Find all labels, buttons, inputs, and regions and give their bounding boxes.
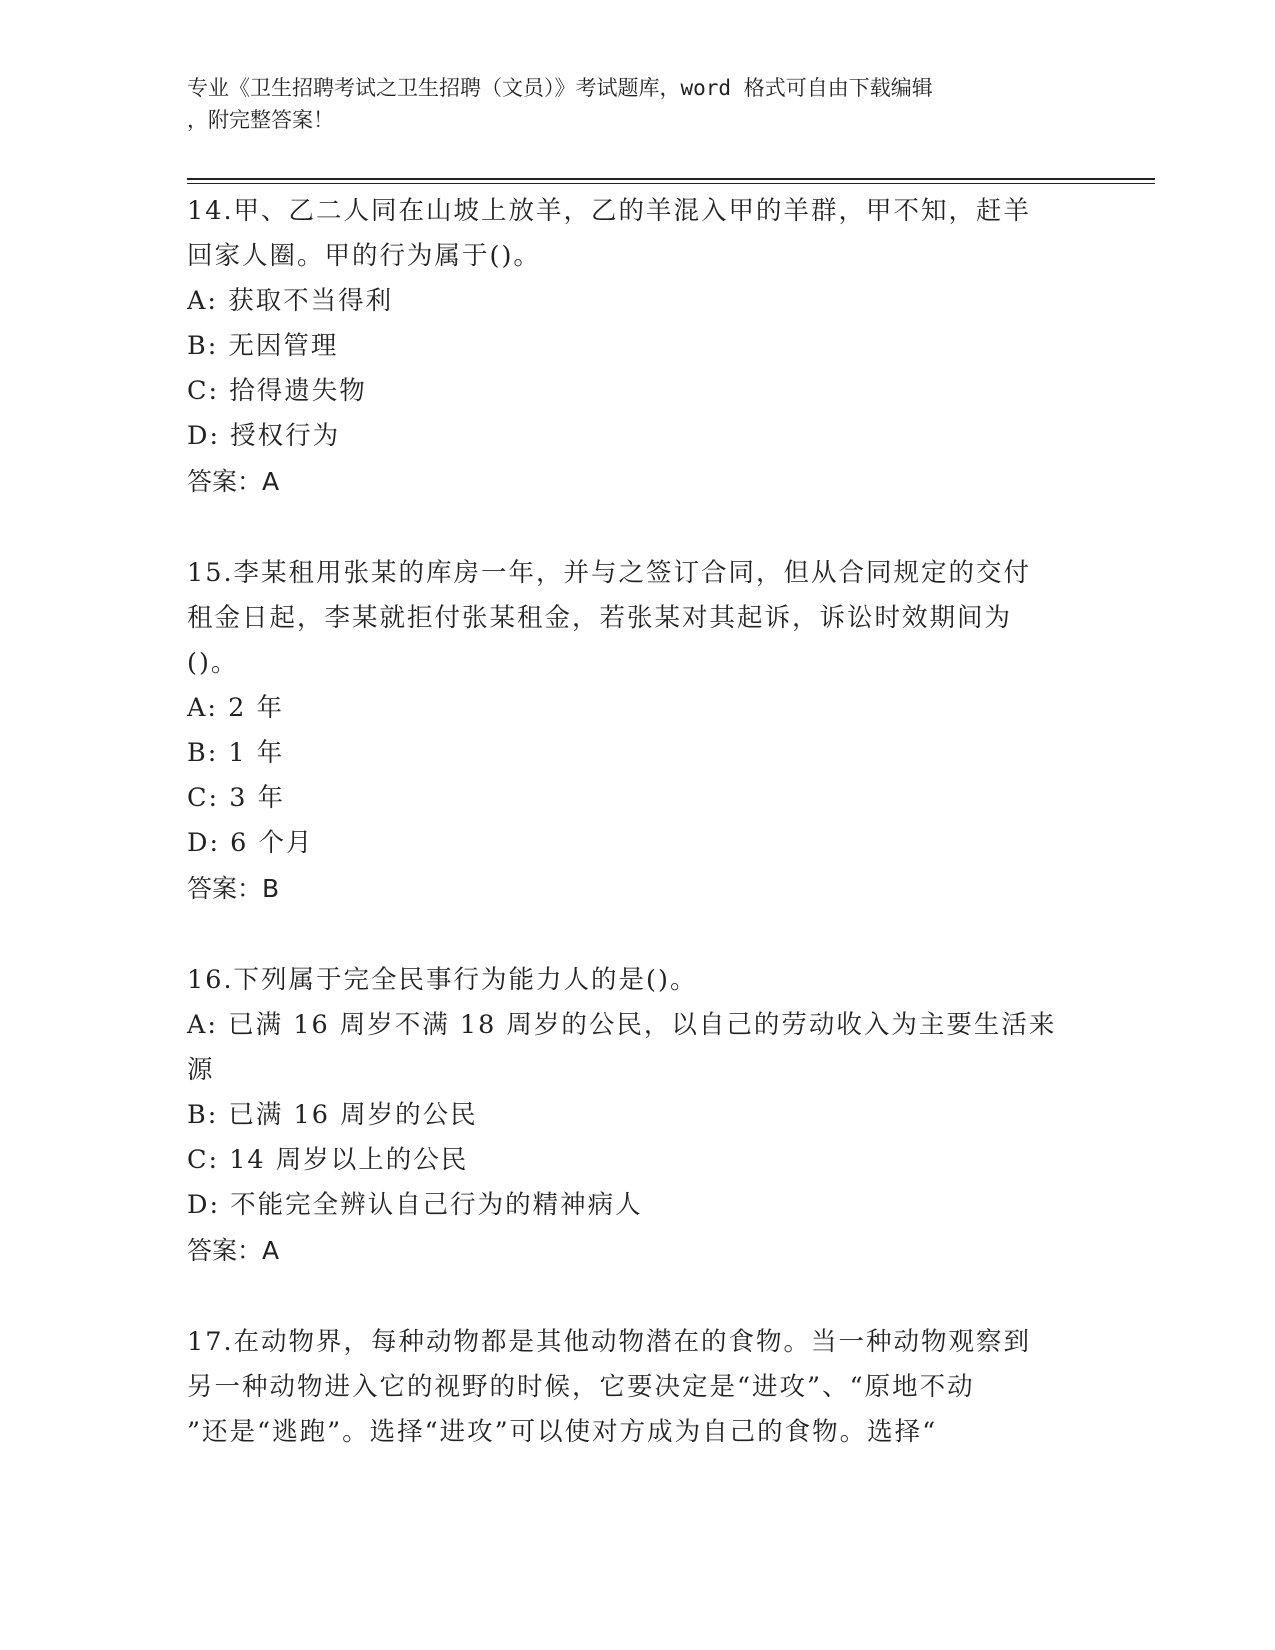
option-b: B: 1 年 [187, 738, 285, 768]
question-stem-line: 另一种动物进入它的视野的时候，它要决定是“进攻”、“原地不动 [187, 1372, 975, 1402]
option-a: A: 已满 16 周岁不满 18 周岁的公民，以自己的劳动收入为主要生活来 [187, 1010, 1057, 1040]
option-a: A: 2 年 [187, 693, 284, 723]
header-divider-thin [187, 183, 1155, 184]
document-header [187, 72, 1087, 136]
question-spacer [187, 911, 1087, 958]
question-stem-line: 租金日起，李某就拒付张某租金，若张某对其起诉，诉讼时效期间为 [187, 603, 1013, 633]
header-line-2: ，附完整答案！ [187, 108, 334, 132]
question-16 [187, 958, 1087, 1273]
question-spacer [187, 504, 1087, 551]
question-stem-line: 16.下列属于完全民事行为能力人的是()。 [187, 965, 698, 995]
question-stem-line: 15.李某租用张某的库房一年，并与之签订合同，但从合同规定的交付 [187, 558, 1032, 588]
option-d: D: 不能完全辨认自己行为的精神病人 [187, 1190, 643, 1220]
answer-label: 答案：A [187, 467, 280, 496]
option-c: C: 3 年 [187, 783, 286, 813]
option-c: C: 拾得遗失物 [187, 376, 367, 406]
question-17 [187, 1320, 1087, 1455]
question-stem-line: ”还是“逃跑”。选择“进攻”可以使对方成为自己的食物。选择“ [187, 1417, 938, 1447]
option-c: C: 14 周岁以上的公民 [187, 1145, 469, 1175]
header-divider [187, 178, 1155, 180]
answer-label: 答案：B [187, 874, 280, 903]
option-a-continued: 源 [187, 1055, 215, 1085]
question-list [187, 189, 1087, 1455]
option-d: D: 6 个月 [187, 828, 314, 858]
question-stem-line: 回家人圈。甲的行为属于()。 [187, 241, 541, 271]
option-b: B: 已满 16 周岁的公民 [187, 1100, 478, 1130]
question-spacer [187, 1273, 1087, 1320]
option-b: B: 无因管理 [187, 331, 339, 361]
question-stem-line: 17.在动物界，每种动物都是其他动物潜在的食物。当一种动物观察到 [187, 1327, 1032, 1357]
question-stem-line: ()。 [187, 648, 239, 678]
option-a: A: 获取不当得利 [187, 286, 394, 316]
question-stem-line: 14.甲、乙二人同在山坡上放羊，乙的羊混入甲的羊群，甲不知，赶羊 [187, 196, 1032, 226]
option-d: D: 授权行为 [187, 421, 341, 451]
header-line-1: 专业《卫生招聘考试之卫生招聘（文员）》考试题库，word 格式可自由下载编辑 [187, 76, 933, 100]
answer-label: 答案：A [187, 1236, 280, 1265]
question-15 [187, 551, 1087, 911]
question-14 [187, 189, 1087, 504]
